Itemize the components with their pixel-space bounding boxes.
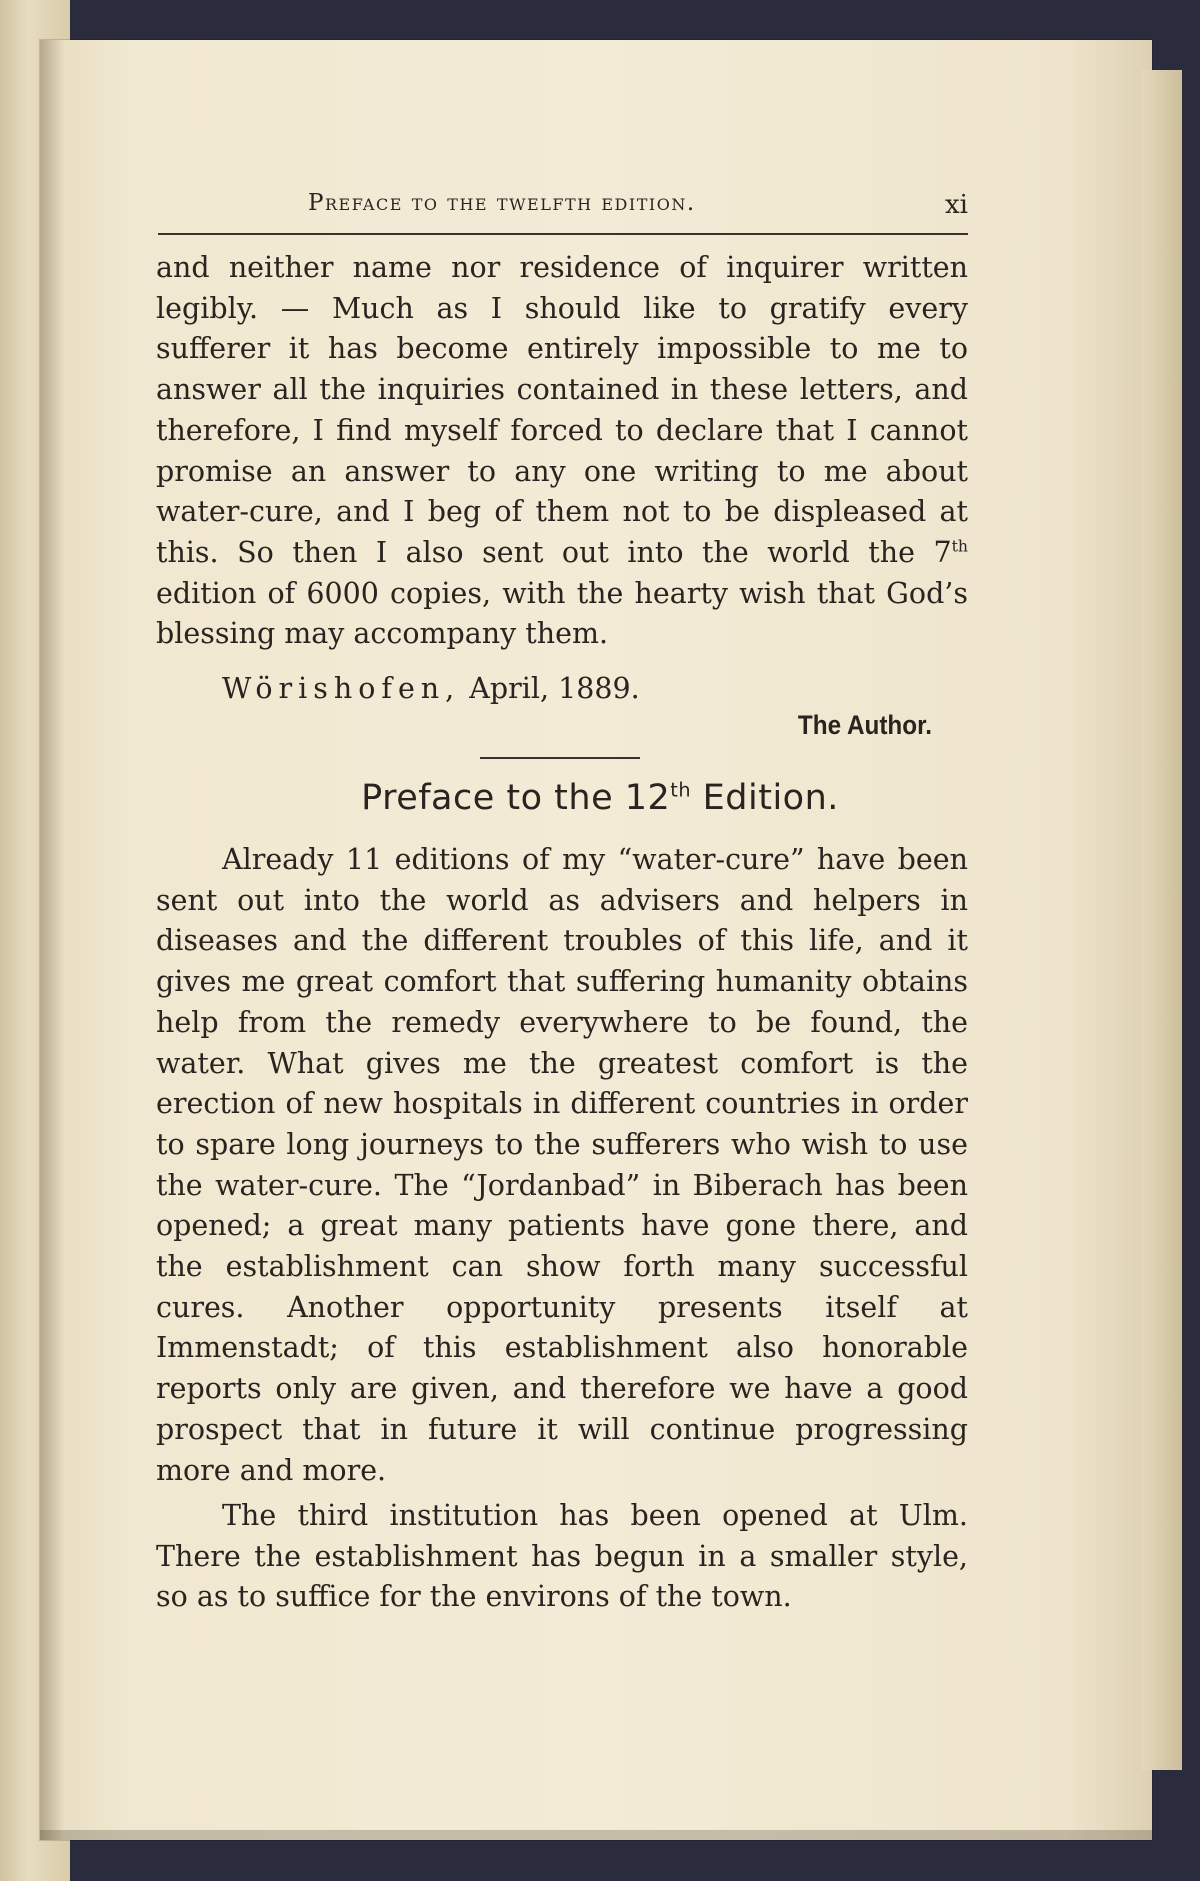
continued-paragraph xyxy=(156,248,968,655)
page-bottom-edge xyxy=(40,1830,1152,1840)
heading-superscript: th xyxy=(670,778,692,802)
section-heading xyxy=(0,778,1200,818)
preface-paragraph-1 xyxy=(156,840,968,1491)
ordinal-number: 7 xyxy=(933,535,952,569)
page-number: xi xyxy=(945,190,968,220)
ordinal-suffix: th xyxy=(951,536,969,556)
page-edges xyxy=(1142,70,1182,1770)
paragraph-part-1: and neither name nor residence of inquirer written legibly. — Much as I should like to gratify every sufferer it has become entirely impossible to me to answer all the inquiries contained in these letters, and therefore, I find myself forced to declare that I cannot promise an answer to any one writing to me about water-cure, and I beg of them not to be displeased at this. So then I also sent out into the world the xyxy=(156,251,968,569)
paragraph-text: The third institution has been opened at Ulm. There the establishment has begun in a smaller style, so as to suffice for the environs of the town. xyxy=(156,1499,968,1614)
heading-text: Preface to the 12 xyxy=(361,778,671,818)
paragraph-text: Already 11 editions of my “water-cure” have been sent out into the world as advisers and helpers in diseases and the different troubles of this life, and it gives me great comfort that suffering humanity obtains help from the remedy everywhere to be found, the water. What gives me the greatest comfort is the erection of new hospitals in different countries in order to spare long journeys to the sufferers who wish to use the water-cure. The “Jordanbad” in Biberach has been opened; a great many patients have gone there, and the establishment can show forth many successful cures. Another opportunity presents itself at Immenstadt; of this establishment also honorable reports only are given, and therefore we have a good prospect that in future it will continue progressing more and more. xyxy=(156,843,968,1487)
signature-date: April, 1889. xyxy=(469,672,640,705)
heading-text-end: Edition. xyxy=(702,778,839,818)
preface-paragraph-2 xyxy=(156,1496,968,1618)
signature-place-date xyxy=(222,672,640,705)
running-header-title: Preface to the twelfth edition. xyxy=(308,190,696,216)
page-gutter-shadow xyxy=(40,40,64,1840)
running-header xyxy=(158,190,968,230)
signature-place: Wörishofen, xyxy=(222,672,461,705)
signature-author: The Author. xyxy=(797,710,932,740)
section-divider xyxy=(480,757,640,759)
header-rule xyxy=(158,233,968,235)
paragraph-text xyxy=(156,248,968,655)
paragraph-part-2: edition of 6000 copies, with the hearty wish that God’s blessing may accompany them. xyxy=(156,576,968,651)
